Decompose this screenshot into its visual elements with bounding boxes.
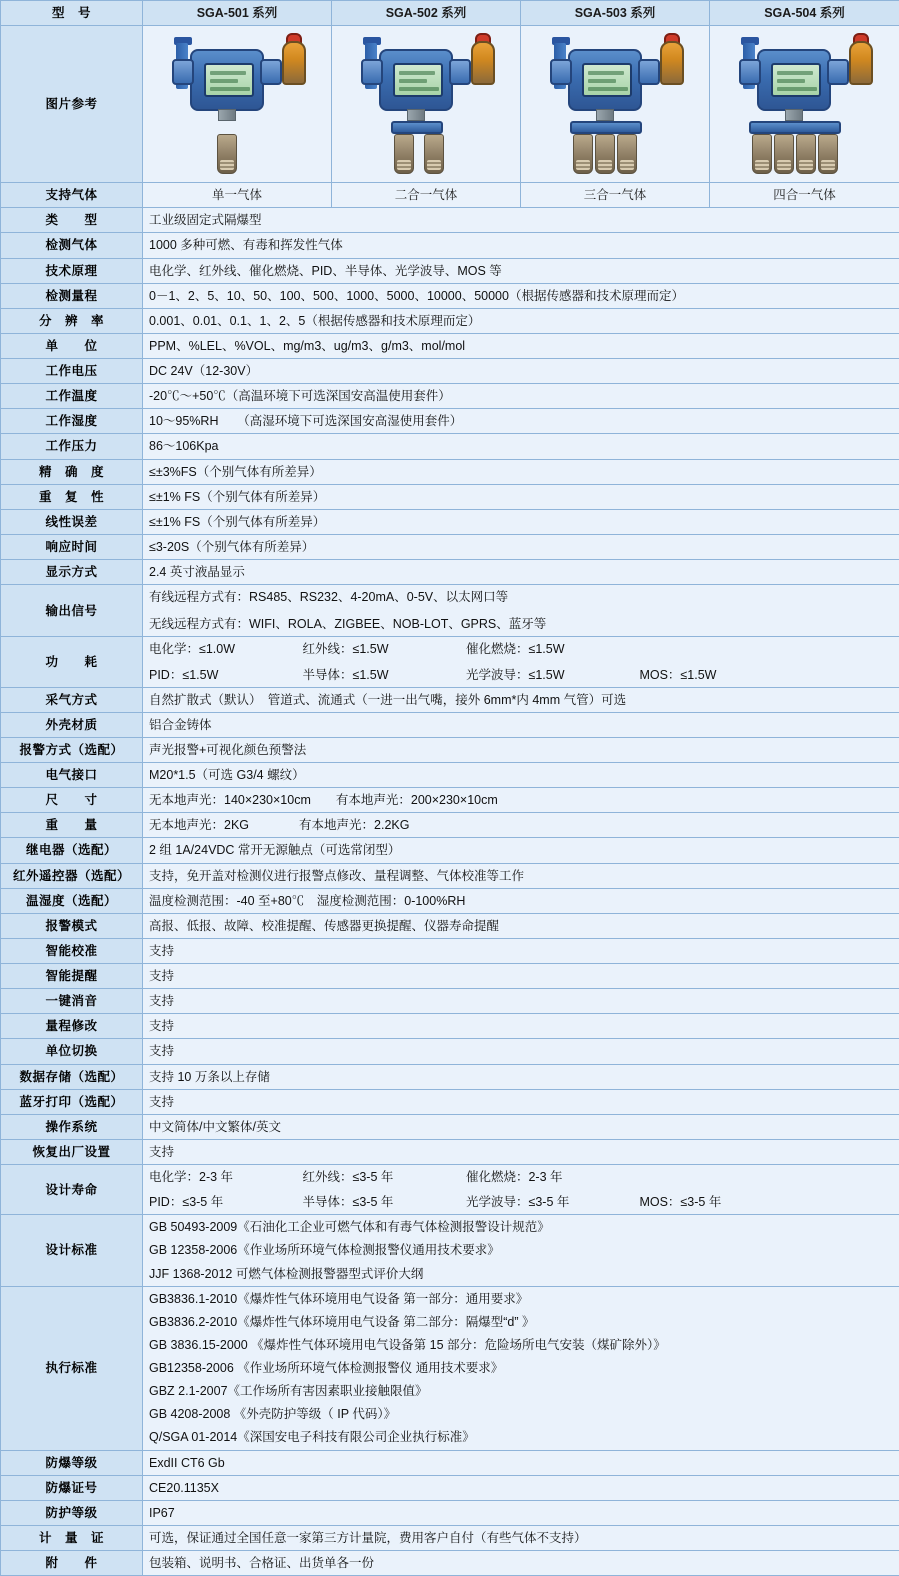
row-label: 防爆等级 bbox=[1, 1450, 143, 1475]
row-value: ≤±1% FS（个别气体有所差异） bbox=[143, 484, 899, 509]
output-line-2: 无线远程方式有：WIFI、ROLA、ZIGBEE、NOB-LOT、GPRS、蓝牙等 bbox=[149, 615, 893, 633]
exec-standard-line: GBZ 2.1-2007《工作场所有害因素职业接触限值》 bbox=[149, 1382, 893, 1400]
table-row bbox=[1, 333, 899, 358]
product-image-2 bbox=[332, 26, 521, 183]
row-label: 蓝牙打印（选配） bbox=[1, 1089, 143, 1114]
row-label: 重 复 性 bbox=[1, 484, 143, 509]
table-row bbox=[1, 484, 899, 509]
row-label: 数据存储（选配） bbox=[1, 1064, 143, 1089]
row-label-design-lifetime: 设计寿命 bbox=[1, 1165, 143, 1215]
product-image-1 bbox=[143, 26, 332, 183]
row-label: 继电器（选配） bbox=[1, 838, 143, 863]
row-value: 支持 bbox=[143, 989, 899, 1014]
design-standard-line: GB 50493-2009《石油化工企业可燃气体和有毒气体检测报警设计规范》 bbox=[149, 1218, 893, 1236]
row-label: 类 型 bbox=[1, 208, 143, 233]
row-value: 自然扩散式（默认） 管道式、流通式（一进一出气嘴，接外 6mm*内 4mm 气管）可选 bbox=[143, 687, 899, 712]
row-label-design-standard: 设计标准 bbox=[1, 1215, 143, 1286]
gas-support-2: 二合一气体 bbox=[332, 183, 521, 208]
row-label: 显示方式 bbox=[1, 560, 143, 585]
row-value-exec-standard bbox=[143, 1286, 899, 1450]
table-row bbox=[1, 1500, 899, 1525]
table-row bbox=[1, 560, 899, 585]
table-row-image-reference bbox=[1, 26, 899, 183]
table-row bbox=[1, 459, 899, 484]
row-value: CE20.1135X bbox=[143, 1475, 899, 1500]
table-row-output-signal bbox=[1, 585, 899, 637]
row-value: 声光报警+可视化颜色预警法 bbox=[143, 737, 899, 762]
row-value: PPM、%LEL、%VOL、mg/m3、ug/m3、g/m3、mol/mol bbox=[143, 333, 899, 358]
table-row-exec-standard bbox=[1, 1286, 899, 1450]
design-standard-line: GB 12358-2006《作业场所环境气体检测报警仪通用技术要求》 bbox=[149, 1241, 893, 1259]
lifetime-electrochemical: 电化学：2-3 年 bbox=[149, 1168, 299, 1186]
table-row bbox=[1, 712, 899, 737]
table-row bbox=[1, 534, 899, 559]
row-value: 支持 bbox=[143, 1089, 899, 1114]
table-row bbox=[1, 888, 899, 913]
lifetime-infrared: 红外线：≤3-5 年 bbox=[302, 1168, 462, 1186]
table-row bbox=[1, 409, 899, 434]
row-label: 操作系统 bbox=[1, 1114, 143, 1139]
model-header-3: SGA-503 系列 bbox=[521, 1, 710, 26]
row-value: DC 24V（12-30V） bbox=[143, 359, 899, 384]
table-row bbox=[1, 813, 899, 838]
row-label: 精 确 度 bbox=[1, 459, 143, 484]
lifetime-mos: MOS：≤3-5 年 bbox=[639, 1193, 799, 1211]
power-electrochemical: 电化学：≤1.0W bbox=[149, 640, 299, 658]
table-row-power bbox=[1, 637, 899, 687]
row-label: 采气方式 bbox=[1, 687, 143, 712]
row-value: 支持，免开盖对检测仪进行报警点修改、量程调整、气体校准等工作 bbox=[143, 863, 899, 888]
lifetime-catalytic: 催化燃烧：2-3 年 bbox=[466, 1168, 636, 1186]
power-catalytic: 催化燃烧：≤1.5W bbox=[466, 640, 636, 658]
table-row bbox=[1, 208, 899, 233]
exec-standard-line: GB 3836.15-2000 《爆炸性气体环境用电气设备第 15 部分：危险场所电气安装（煤矿除外）》 bbox=[149, 1336, 893, 1354]
table-row bbox=[1, 233, 899, 258]
row-value: 支持 bbox=[143, 1039, 899, 1064]
table-row-model-header bbox=[1, 1, 899, 26]
gas-detector-icon bbox=[150, 29, 325, 179]
row-value: ≤3-20S（个别气体有所差异） bbox=[143, 534, 899, 559]
row-value: 中文简体/中文繁体/英文 bbox=[143, 1114, 899, 1139]
row-value: M20*1.5（可选 G3/4 螺纹） bbox=[143, 763, 899, 788]
lifetime-semiconductor: 半导体：≤3-5 年 bbox=[302, 1193, 462, 1211]
row-value: 温度检测范围：-40 至+80℃ 湿度检测范围：0-100%RH bbox=[143, 888, 899, 913]
row-label: 尺 寸 bbox=[1, 788, 143, 813]
row-value: 无本地声光：2KG 有本地声光：2.2KG bbox=[143, 813, 899, 838]
row-label: 线性误差 bbox=[1, 509, 143, 534]
row-value: 0－1、2、5、10、50、100、500、1000、5000、10000、50000（根据传感器和技术原理而定） bbox=[143, 283, 899, 308]
row-label: 工作压力 bbox=[1, 434, 143, 459]
product-image-3 bbox=[521, 26, 710, 183]
row-label-image-reference: 图片参考 bbox=[1, 26, 143, 183]
table-row bbox=[1, 838, 899, 863]
row-label: 一键消音 bbox=[1, 989, 143, 1014]
power-mos: MOS：≤1.5W bbox=[639, 666, 799, 684]
power-infrared: 红外线：≤1.5W bbox=[302, 640, 462, 658]
table-row bbox=[1, 863, 899, 888]
row-label: 技术原理 bbox=[1, 258, 143, 283]
table-row bbox=[1, 1064, 899, 1089]
row-label-gas-support: 支持气体 bbox=[1, 183, 143, 208]
row-value: ≤±1% FS（个别气体有所差异） bbox=[143, 509, 899, 534]
model-header-4: SGA-504 系列 bbox=[710, 1, 899, 26]
row-value: 可选，保证通过全国任意一家第三方计量院，费用客户自付（有些气体不支持） bbox=[143, 1525, 899, 1550]
gas-detector-icon bbox=[717, 29, 892, 179]
gas-support-4: 四合一气体 bbox=[710, 183, 899, 208]
row-value-power bbox=[143, 637, 899, 687]
row-value: IP67 bbox=[143, 1500, 899, 1525]
row-value: 无本地声光：140×230×10cm 有本地声光：200×230×10cm bbox=[143, 788, 899, 813]
table-row bbox=[1, 1475, 899, 1500]
gas-support-1: 单一气体 bbox=[143, 183, 332, 208]
row-value-output-signal bbox=[143, 585, 899, 637]
row-value: 10～95%RH （高湿环境下可选深国安高湿使用套件） bbox=[143, 409, 899, 434]
row-label: 报警方式（选配） bbox=[1, 737, 143, 762]
table-row bbox=[1, 1139, 899, 1164]
model-header-2: SGA-502 系列 bbox=[332, 1, 521, 26]
row-value: 2.4 英寸液晶显示 bbox=[143, 560, 899, 585]
row-value: 工业级固定式隔爆型 bbox=[143, 208, 899, 233]
row-label: 智能校准 bbox=[1, 938, 143, 963]
row-value: 支持 bbox=[143, 938, 899, 963]
table-row bbox=[1, 509, 899, 534]
row-value: 支持 bbox=[143, 964, 899, 989]
row-label: 量程修改 bbox=[1, 1014, 143, 1039]
table-row bbox=[1, 434, 899, 459]
row-label: 分 辨 率 bbox=[1, 308, 143, 333]
row-label-output-signal: 输出信号 bbox=[1, 585, 143, 637]
row-label: 单位切换 bbox=[1, 1039, 143, 1064]
row-label: 检测气体 bbox=[1, 233, 143, 258]
exec-standard-line: GB3836.1-2010《爆炸性气体环境用电气设备 第一部分：通用要求》 bbox=[149, 1290, 893, 1308]
table-row bbox=[1, 308, 899, 333]
row-label: 重 量 bbox=[1, 813, 143, 838]
row-value: 支持 bbox=[143, 1014, 899, 1039]
row-label: 防护等级 bbox=[1, 1500, 143, 1525]
table-row bbox=[1, 1450, 899, 1475]
row-value-design-lifetime bbox=[143, 1165, 899, 1215]
lifetime-optical: 光学波导：≤3-5 年 bbox=[466, 1193, 636, 1211]
design-standard-line: JJF 1368-2012 可燃气体检测报警器型式评价大纲 bbox=[149, 1265, 893, 1283]
table-row bbox=[1, 359, 899, 384]
row-value: -20℃～+50℃（高温环境下可选深国安高温使用套件） bbox=[143, 384, 899, 409]
power-semiconductor: 半导体：≤1.5W bbox=[302, 666, 462, 684]
row-label: 外壳材质 bbox=[1, 712, 143, 737]
row-value: 支持 bbox=[143, 1139, 899, 1164]
model-header-1: SGA-501 系列 bbox=[143, 1, 332, 26]
exec-standard-line: Q/SGA 01-2014《深国安电子科技有限公司企业执行标准》 bbox=[149, 1428, 893, 1446]
row-value: 高报、低报、故障、校准提醒、传感器更换提醒、仪器寿命提醒 bbox=[143, 913, 899, 938]
row-label: 工作温度 bbox=[1, 384, 143, 409]
output-line-1: 有线远程方式有：RS485、RS232、4-20mA、0-5V、以太网口等 bbox=[149, 588, 893, 606]
row-label: 智能提醒 bbox=[1, 964, 143, 989]
exec-standard-line: GB12358-2006 《作业场所环境气体检测报警仪 通用技术要求》 bbox=[149, 1359, 893, 1377]
row-label: 工作电压 bbox=[1, 359, 143, 384]
table-row bbox=[1, 763, 899, 788]
table-row-design-lifetime bbox=[1, 1165, 899, 1215]
row-value: 铝合金铸体 bbox=[143, 712, 899, 737]
table-row bbox=[1, 788, 899, 813]
row-label: 电气接口 bbox=[1, 763, 143, 788]
table-row bbox=[1, 913, 899, 938]
table-row bbox=[1, 687, 899, 712]
table-row bbox=[1, 1525, 899, 1550]
table-row bbox=[1, 384, 899, 409]
table-row bbox=[1, 964, 899, 989]
row-value-design-standard bbox=[143, 1215, 899, 1286]
row-label: 温湿度（选配） bbox=[1, 888, 143, 913]
row-label: 红外遥控器（选配） bbox=[1, 863, 143, 888]
table-row bbox=[1, 283, 899, 308]
lifetime-pid: PID：≤3-5 年 bbox=[149, 1193, 299, 1211]
row-label: 单 位 bbox=[1, 333, 143, 358]
row-value: 包装箱、说明书、合格证、出货单各一份 bbox=[143, 1551, 899, 1576]
row-label-model: 型 号 bbox=[1, 1, 143, 26]
row-label: 报警模式 bbox=[1, 913, 143, 938]
row-label: 恢复出厂设置 bbox=[1, 1139, 143, 1164]
row-value: 电化学、红外线、催化燃烧、PID、半导体、光学波导、MOS 等 bbox=[143, 258, 899, 283]
row-label: 附 件 bbox=[1, 1551, 143, 1576]
gas-support-3: 三合一气体 bbox=[521, 183, 710, 208]
row-value: ExdII CT6 Gb bbox=[143, 1450, 899, 1475]
table-row-design-standard bbox=[1, 1215, 899, 1286]
table-row bbox=[1, 1114, 899, 1139]
row-value: 1000 多种可燃、有毒和挥发性气体 bbox=[143, 233, 899, 258]
exec-standard-line: GB3836.2-2010《爆炸性气体环境用电气设备 第二部分：隔爆型“d” 》 bbox=[149, 1313, 893, 1331]
exec-standard-line: GB 4208-2008 《外壳防护等级（ IP 代码）》 bbox=[149, 1405, 893, 1423]
row-value: 支持 10 万条以上存储 bbox=[143, 1064, 899, 1089]
row-label: 响应时间 bbox=[1, 534, 143, 559]
power-optical: 光学波导：≤1.5W bbox=[466, 666, 636, 684]
product-image-4 bbox=[710, 26, 899, 183]
row-value: ≤±3%FS（个别气体有所差异） bbox=[143, 459, 899, 484]
row-value: 0.001、0.01、0.1、1、2、5（根据传感器和技术原理而定） bbox=[143, 308, 899, 333]
row-label: 计 量 证 bbox=[1, 1525, 143, 1550]
table-row bbox=[1, 1014, 899, 1039]
row-label-exec-standard: 执行标准 bbox=[1, 1286, 143, 1450]
table-row bbox=[1, 1089, 899, 1114]
table-row bbox=[1, 938, 899, 963]
table-row bbox=[1, 989, 899, 1014]
table-row-gas-support bbox=[1, 183, 899, 208]
power-pid: PID：≤1.5W bbox=[149, 666, 299, 684]
gas-detector-icon bbox=[528, 29, 703, 179]
row-label: 检测量程 bbox=[1, 283, 143, 308]
row-value: 86～106Kpa bbox=[143, 434, 899, 459]
row-value: 2 组 1A/24VDC 常开无源触点（可选常闭型） bbox=[143, 838, 899, 863]
table-row bbox=[1, 258, 899, 283]
row-label: 工作湿度 bbox=[1, 409, 143, 434]
table-row bbox=[1, 737, 899, 762]
table-row bbox=[1, 1551, 899, 1576]
row-label: 防爆证号 bbox=[1, 1475, 143, 1500]
row-label-power: 功 耗 bbox=[1, 637, 143, 687]
gas-detector-icon bbox=[339, 29, 514, 179]
table-row bbox=[1, 1039, 899, 1064]
